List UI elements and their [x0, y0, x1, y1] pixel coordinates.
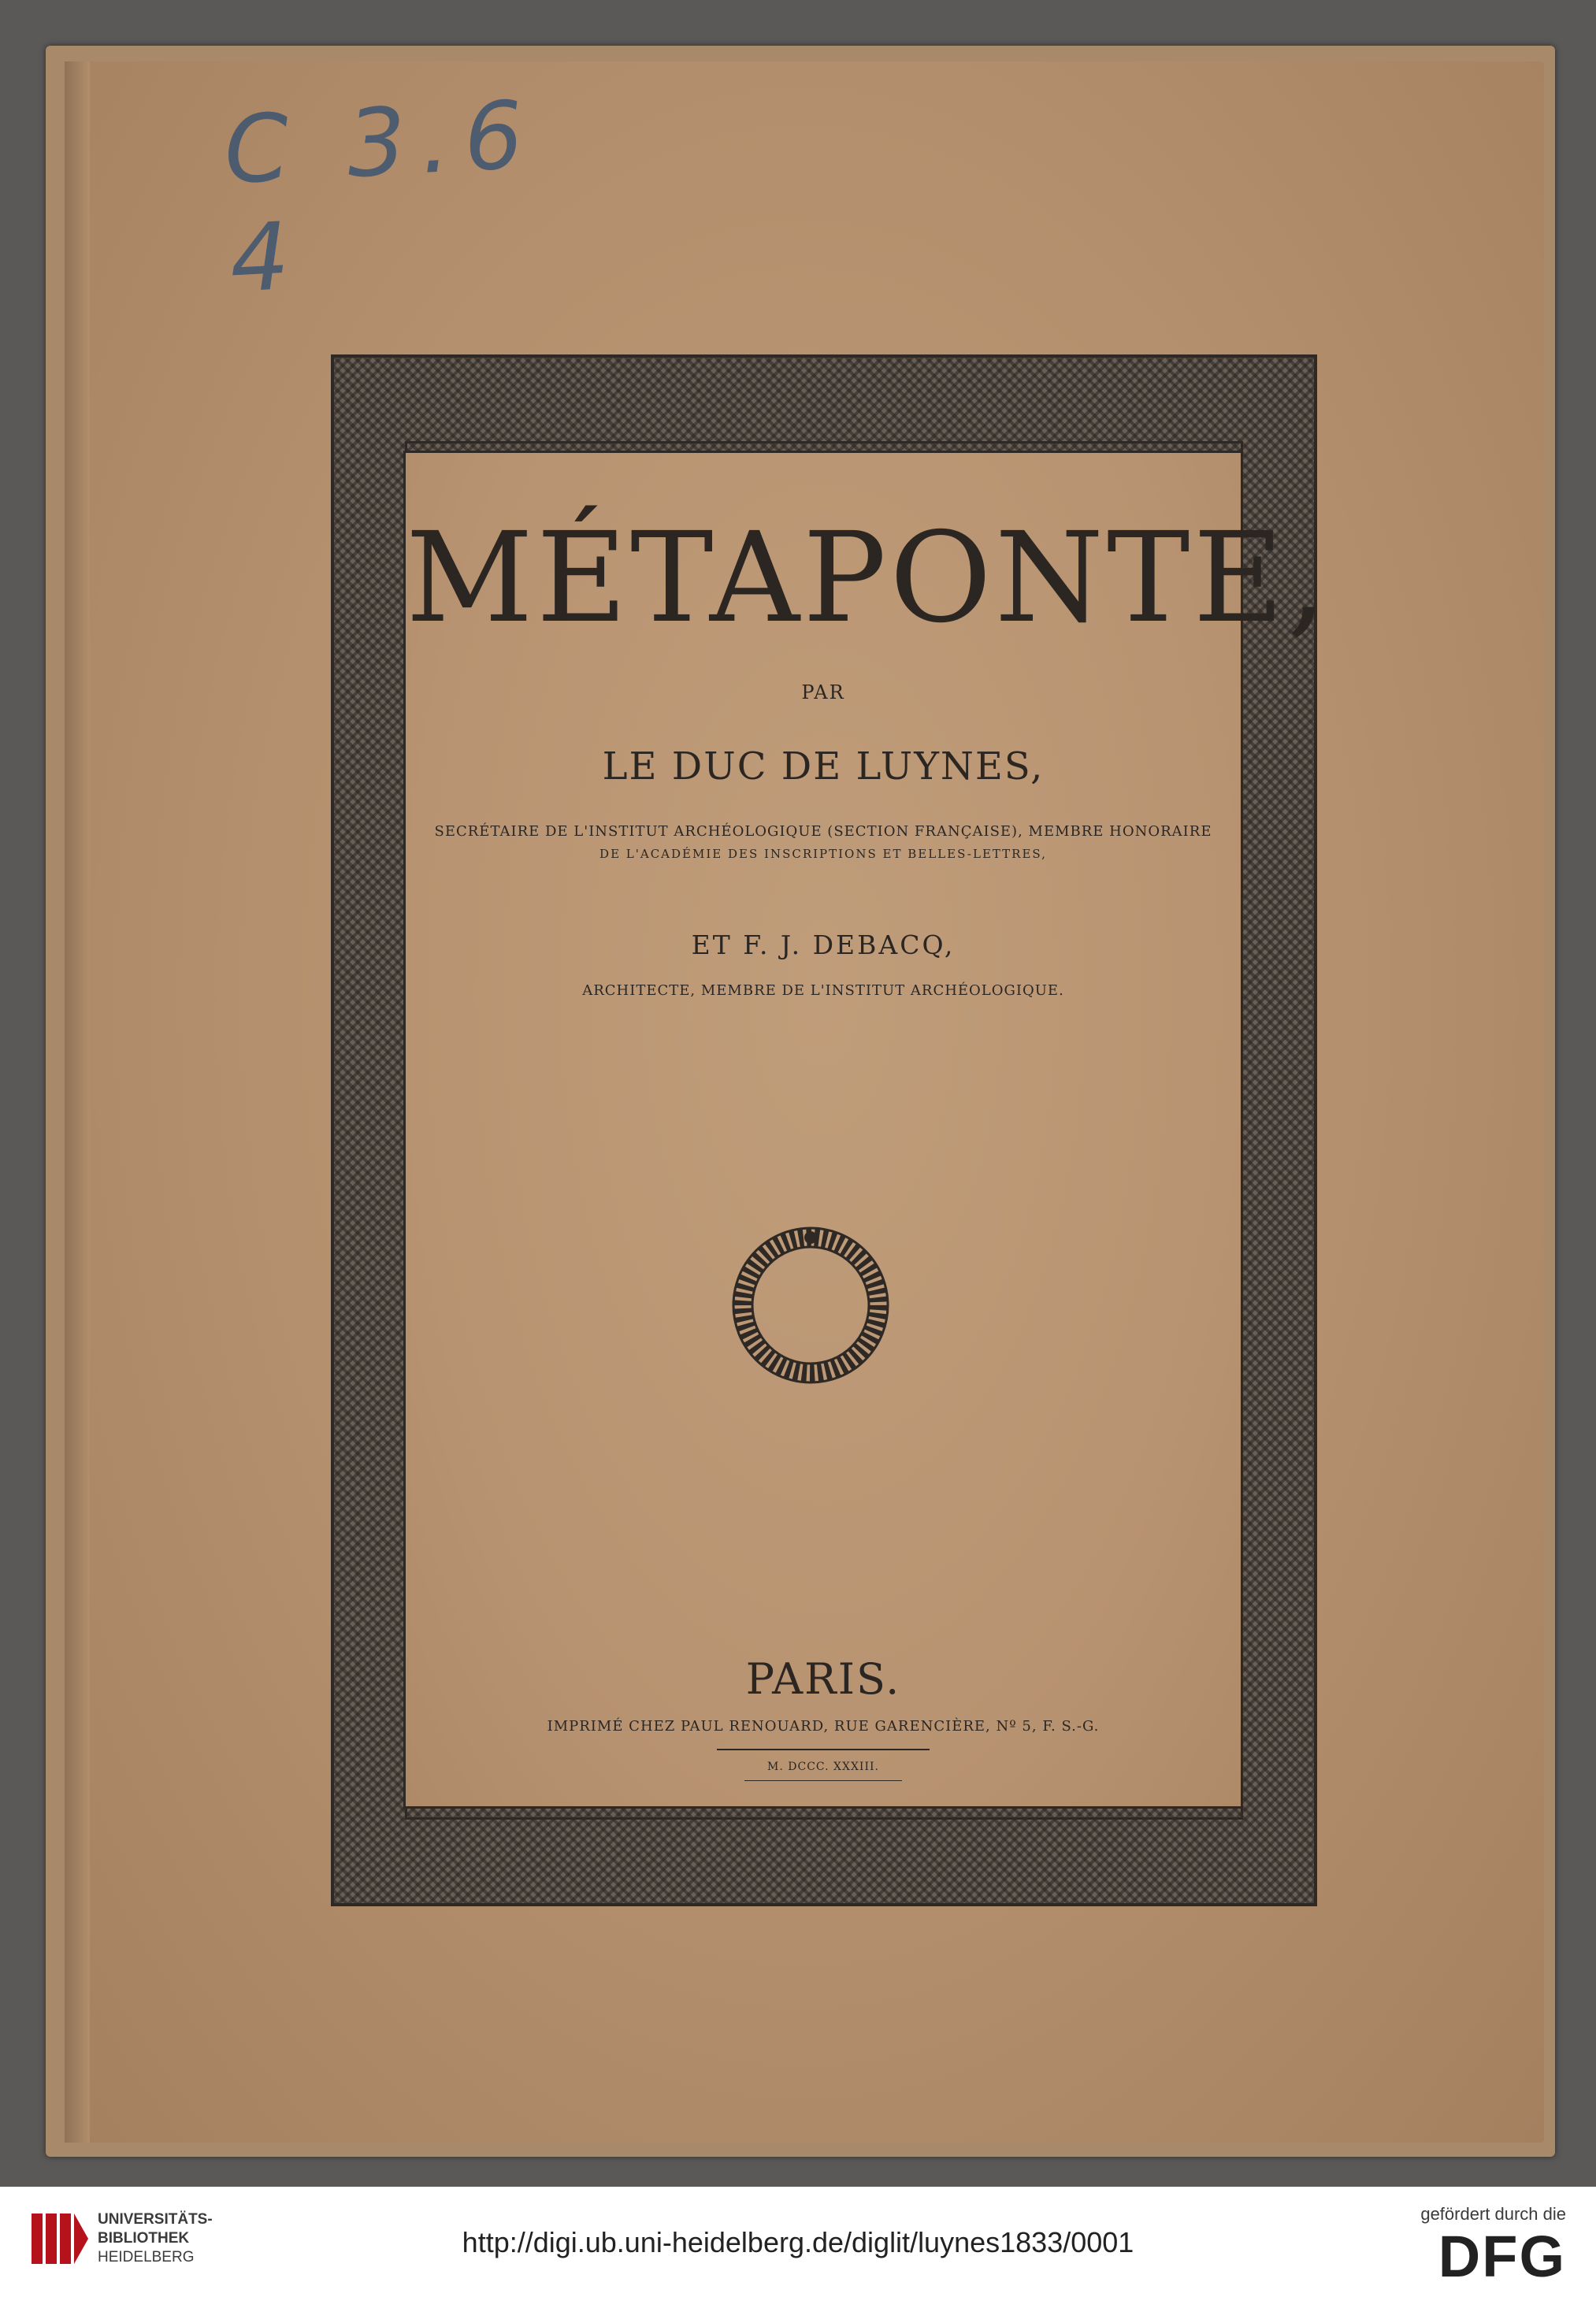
author-secondary: ET F. J. DEBACQ, — [691, 930, 956, 960]
library-name-line3: HEIDELBERG — [98, 2249, 195, 2265]
title-panel — [403, 451, 1331, 1809]
year-rule — [744, 1780, 902, 1781]
author-primary-affiliation-2: DE L'ACADÉMIE DES INSCRIPTIONS ET BELLES-LETTRES, — [599, 847, 1047, 861]
author-secondary-affiliation: ARCHITECTE, MEMBRE DE L'INSTITUT ARCHÉOLOGIQUE. — [582, 982, 1064, 999]
library-name-line2: BIBLIOTHEK — [98, 2230, 190, 2247]
handwritten-shelfmark: C 3.6 4 — [221, 80, 540, 314]
par-text: PAR — [801, 681, 845, 703]
author-primary-affiliation-1: SECRÉTAIRE DE L'INSTITUT ARCHÉOLOGIQUE (SECTION FRANÇAISE), MEMBRE HONORAIRE — [434, 823, 1212, 840]
imprint-rule — [717, 1749, 930, 1750]
printer-imprint: IMPRIMÉ CHEZ PAUL RENOUARD, RUE GARENCIÈRE, Nº 5, F. S.-G. — [547, 1718, 1100, 1735]
library-name-line1: UNIVERSITÄTS- — [98, 2211, 213, 2228]
document-url[interactable]: http://digi.ub.uni-heidelberg.de/diglit/luynes1833/0001 — [462, 2226, 1134, 2258]
publication-city: PARIS. — [745, 1654, 901, 1704]
wreath-icon — [724, 1219, 897, 1392]
dfg-logo: DFG — [1438, 2224, 1566, 2289]
book-title: MÉTAPONTE, — [406, 506, 1331, 651]
book-spine — [65, 61, 90, 2143]
author-primary: LE DUC DE LUYNES, — [602, 744, 1045, 789]
funded-by-label: gefördert durch die — [1420, 2204, 1566, 2224]
footer-bar — [0, 2187, 1596, 2297]
publication-year: M. DCCC. XXXIII. — [767, 1761, 879, 1773]
